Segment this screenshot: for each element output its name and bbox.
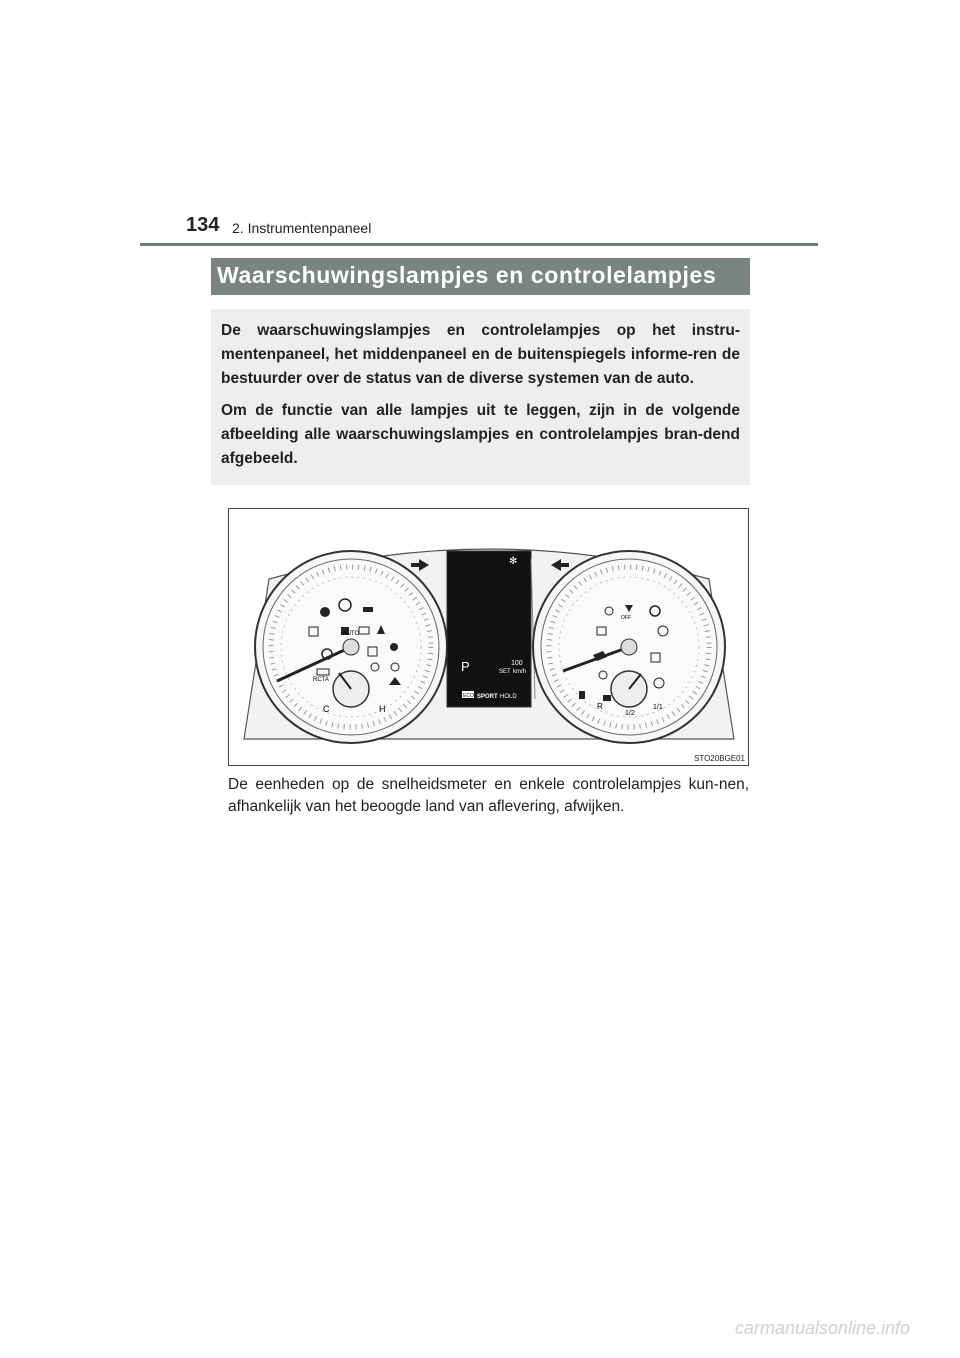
section-title: 2. Instrumentenpaneel [232,220,372,236]
temp-hot-label: H [379,704,386,714]
low-fuel-icon [579,691,585,699]
instrument-cluster-figure [228,508,749,766]
fuel-reserve-label: R [597,702,603,711]
cruise-set-label: SET [499,669,511,675]
fuel-half-label: 1/2 [625,710,635,717]
figure-code: STO20BGE01 [694,754,745,763]
airbag-icon [390,643,398,651]
gear-indicator: P [461,659,470,674]
fuel-full-label: 1/1 [653,704,663,711]
watermark: carmanualsonline.info [735,1318,911,1338]
eco-label: ECO [463,693,474,699]
figure-note: De eenheden op de snelheidsmeter en enkele controlelampjes kun-nen, afhankelijk van het beoogde land van aflevering, afwijken. [228,776,749,815]
left-gauge [255,551,447,743]
page-number: 134 [186,214,220,236]
cruise-unit-label: km/h [513,669,527,675]
fuel-door-icon [603,695,611,701]
off-label: OFF [621,615,631,621]
page-title: Waarschuwingslampjes en controlelampjes [217,262,717,288]
hold-label: HOLD [500,694,517,700]
snowflake-icon: ✻ [509,556,518,567]
title-banner [211,258,750,295]
header-rule [140,243,818,246]
instrument-cluster-illustration [229,509,748,765]
intro-box [211,309,750,485]
sport-label: SPORT [477,694,498,700]
rcta-label: RCTA [313,677,329,683]
intro-paragraph-1: De waarschuwingslampjes en controlelampjes op het instru-mentenpaneel, het middenpaneel en de buitenspiegels informe-ren de bestuurder over de status van de diverse systemen van de auto. [221,322,740,387]
cruise-speed-value: 100 [511,660,523,667]
high-beam-icon [363,607,373,612]
auto-label: AUTO [342,631,360,637]
intro-paragraph-2: Om de functie van alle lampjes uit te leggen, zijn in de volgende afbeelding alle waarschuwingslampjes en controlelampjes bran-dend afgebeeld. [221,402,740,467]
parking-brake-icon [320,607,330,617]
center-display [447,551,535,707]
temp-cold-label: C [323,704,330,714]
right-gauge [533,551,725,743]
